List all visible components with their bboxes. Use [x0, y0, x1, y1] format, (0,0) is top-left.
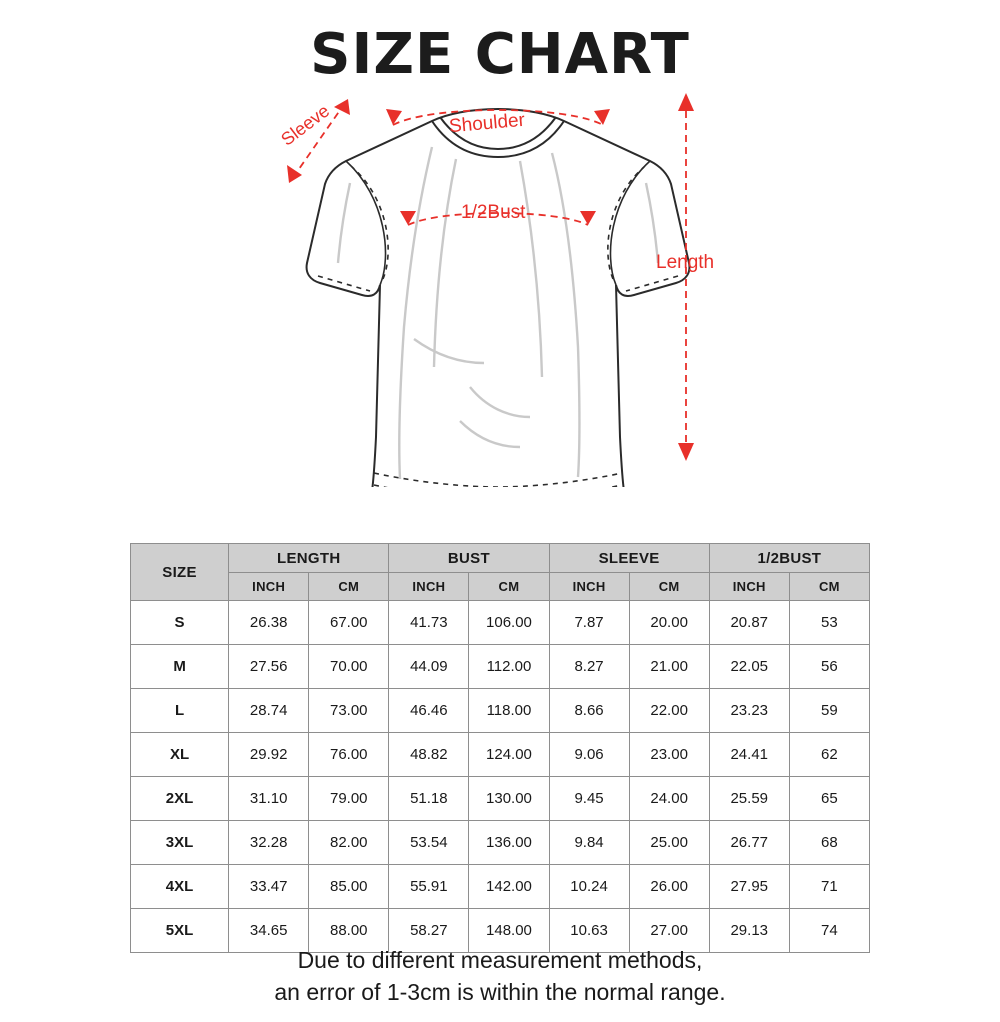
cell-half-bust-cm: 53: [789, 601, 869, 645]
cell-half-bust-cm: 62: [789, 733, 869, 777]
cell-bust-inch: 55.91: [389, 865, 469, 909]
cell-half-bust-inch: 24.41: [709, 733, 789, 777]
cell-half-bust-inch: 23.23: [709, 689, 789, 733]
cell-bust-cm: 136.00: [469, 821, 549, 865]
cell-sleeve-inch: 9.06: [549, 733, 629, 777]
size-chart-page: [0, 22, 1000, 1022]
cell-size: S: [131, 601, 229, 645]
cell-size: 5XL: [131, 909, 229, 953]
cell-length-inch: 31.10: [229, 777, 309, 821]
tshirt-outline: [307, 109, 690, 487]
cell-sleeve-cm: 23.00: [629, 733, 709, 777]
cell-bust-inch: 48.82: [389, 733, 469, 777]
page-title: SIZE CHART: [310, 22, 690, 87]
cell-length-cm: 73.00: [309, 689, 389, 733]
header-bust-cm: CM: [469, 573, 549, 601]
cell-length-inch: 32.28: [229, 821, 309, 865]
size-table-body: [131, 601, 870, 953]
label-sleeve: Sleeve: [277, 100, 334, 150]
cell-length-inch: 34.65: [229, 909, 309, 953]
cell-length-cm: 88.00: [309, 909, 389, 953]
cell-size: 2XL: [131, 777, 229, 821]
cell-half-bust-cm: 74: [789, 909, 869, 953]
cell-half-bust-inch: 20.87: [709, 601, 789, 645]
header-length-inch: INCH: [229, 573, 309, 601]
header-half-bust: 1/2BUST: [709, 544, 869, 573]
tshirt-diagram-svg: [0, 87, 1000, 487]
header-half-bust-cm: CM: [789, 573, 869, 601]
size-table-head: [131, 544, 870, 601]
cell-length-inch: 28.74: [229, 689, 309, 733]
cell-sleeve-inch: 8.27: [549, 645, 629, 689]
table-row: [131, 777, 870, 821]
table-row: [131, 689, 870, 733]
cell-size: 3XL: [131, 821, 229, 865]
measurement-note: [0, 944, 1000, 1008]
cell-sleeve-cm: 21.00: [629, 645, 709, 689]
cell-bust-inch: 46.46: [389, 689, 469, 733]
cell-bust-inch: 53.54: [389, 821, 469, 865]
cell-half-bust-inch: 26.77: [709, 821, 789, 865]
cell-length-cm: 79.00: [309, 777, 389, 821]
cell-size: L: [131, 689, 229, 733]
table-row: [131, 645, 870, 689]
cell-bust-inch: 41.73: [389, 601, 469, 645]
cell-half-bust-inch: 29.13: [709, 909, 789, 953]
cell-half-bust-cm: 59: [789, 689, 869, 733]
cell-sleeve-inch: 7.87: [549, 601, 629, 645]
cell-sleeve-cm: 27.00: [629, 909, 709, 953]
header-sleeve: SLEEVE: [549, 544, 709, 573]
cell-bust-cm: 148.00: [469, 909, 549, 953]
header-sleeve-inch: INCH: [549, 573, 629, 601]
cell-length-cm: 76.00: [309, 733, 389, 777]
cell-bust-cm: 130.00: [469, 777, 549, 821]
unit-header-row: [131, 573, 870, 601]
header-length: LENGTH: [229, 544, 389, 573]
label-length: Length: [656, 252, 715, 273]
header-bust: BUST: [389, 544, 549, 573]
cell-length-inch: 29.92: [229, 733, 309, 777]
header-sleeve-cm: CM: [629, 573, 709, 601]
cell-sleeve-cm: 26.00: [629, 865, 709, 909]
cell-length-inch: 27.56: [229, 645, 309, 689]
cell-half-bust-cm: 65: [789, 777, 869, 821]
header-half-bust-inch: INCH: [709, 573, 789, 601]
cell-sleeve-inch: 9.84: [549, 821, 629, 865]
cell-half-bust-inch: 25.59: [709, 777, 789, 821]
cell-bust-inch: 58.27: [389, 909, 469, 953]
cell-length-inch: 26.38: [229, 601, 309, 645]
cell-sleeve-inch: 10.63: [549, 909, 629, 953]
group-header-row: [131, 544, 870, 573]
header-bust-inch: INCH: [389, 573, 469, 601]
note-line-1: Due to different measurement methods,: [297, 947, 703, 973]
cell-length-cm: 82.00: [309, 821, 389, 865]
table-row: [131, 733, 870, 777]
cell-half-bust-inch: 27.95: [709, 865, 789, 909]
cell-bust-cm: 124.00: [469, 733, 549, 777]
note-line-2: an error of 1-3cm is within the normal range.: [274, 979, 726, 1005]
size-table: [130, 543, 870, 953]
cell-bust-cm: 112.00: [469, 645, 549, 689]
cell-bust-cm: 118.00: [469, 689, 549, 733]
cell-length-cm: 67.00: [309, 601, 389, 645]
cell-half-bust-inch: 22.05: [709, 645, 789, 689]
cell-sleeve-cm: 22.00: [629, 689, 709, 733]
cell-size: 4XL: [131, 865, 229, 909]
cell-bust-inch: 51.18: [389, 777, 469, 821]
cell-sleeve-cm: 20.00: [629, 601, 709, 645]
cell-length-cm: 85.00: [309, 865, 389, 909]
cell-bust-cm: 106.00: [469, 601, 549, 645]
cell-half-bust-cm: 56: [789, 645, 869, 689]
header-length-cm: CM: [309, 573, 389, 601]
cell-bust-cm: 142.00: [469, 865, 549, 909]
cell-sleeve-inch: 10.24: [549, 865, 629, 909]
cell-size: XL: [131, 733, 229, 777]
table-row: [131, 601, 870, 645]
cell-length-cm: 70.00: [309, 645, 389, 689]
cell-sleeve-inch: 8.66: [549, 689, 629, 733]
cell-sleeve-cm: 24.00: [629, 777, 709, 821]
label-shoulder: Shoulder: [448, 109, 526, 138]
cell-sleeve-cm: 25.00: [629, 821, 709, 865]
cell-half-bust-cm: 68: [789, 821, 869, 865]
cell-sleeve-inch: 9.45: [549, 777, 629, 821]
cell-bust-inch: 44.09: [389, 645, 469, 689]
tshirt-illustration: [0, 87, 1000, 487]
cell-size: M: [131, 645, 229, 689]
table-row: [131, 865, 870, 909]
table-row: [131, 821, 870, 865]
size-table-container: [130, 543, 870, 953]
cell-half-bust-cm: 71: [789, 865, 869, 909]
cell-length-inch: 33.47: [229, 865, 309, 909]
label-half-bust: 1/2Bust: [461, 202, 526, 223]
header-size: SIZE: [131, 544, 229, 601]
